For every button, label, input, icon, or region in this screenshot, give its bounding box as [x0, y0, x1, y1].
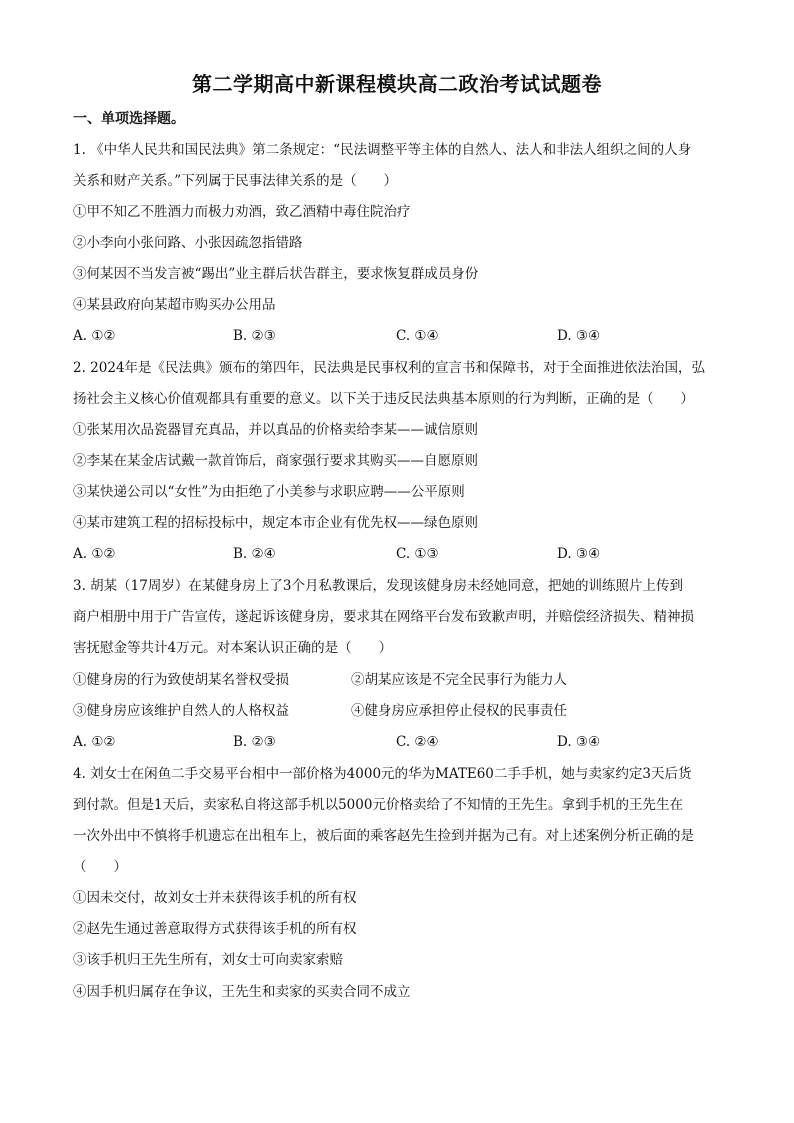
- q3-option-b: B. ②③: [233, 734, 276, 750]
- q1-stem-line-1: 1. 《中华人民共和国民法典》第二条规定：“民法调整平等主体的自然人、法人和非法人组织之间的人身: [73, 142, 692, 158]
- q2-stem-line-2: 扬社会主义核心价值观都具有重要的意义。以下关于违反民法典基本原则的行为判断，正确的是（ ）: [73, 391, 694, 407]
- q2-option-a: A. ①②: [73, 546, 116, 562]
- q2-option-c: C. ①③: [396, 546, 439, 562]
- q4-item-1: ①因未交付，故刘女士并未获得该手机的所有权: [73, 890, 357, 906]
- q1-item-1: ①甲不知乙不胜酒力而极力劝酒，致乙酒精中毒住院治疗: [73, 204, 411, 220]
- q2-item-2: ②李某在某金店试戴一款首饰后，商家强行要求其购买——自愿原则: [73, 453, 478, 469]
- q4-item-2: ②赵先生通过善意取得方式获得该手机的所有权: [73, 921, 357, 937]
- section-heading: 一、单项选择题。: [73, 111, 185, 127]
- q3-stem-line-3: 害抚慰金等共计4万元。对本案认识正确的是（ ）: [73, 640, 393, 656]
- q4-item-3: ③该手机归王先生所有，刘女士可向卖家索赔: [73, 952, 343, 968]
- q4-stem-line-4: （ ）: [73, 859, 127, 875]
- q1-option-c: C. ①④: [396, 328, 439, 344]
- q3-option-a: A. ①②: [73, 734, 116, 750]
- q3-item-4: ④健身房应承担停止侵权的民事责任: [351, 703, 567, 719]
- q2-stem-line-1: 2. 2024年是《民法典》颁布的第四年，民法典是民事权利的宣言书和保障书，对于全面推进依法治国，弘: [73, 360, 706, 376]
- q3-option-c: C. ②④: [396, 734, 439, 750]
- q4-stem-line-1: 4. 刘女士在闲鱼二手交易平台相中一部价格为4000元的华为MATE60二手手机，她与卖家约定3天后货: [73, 766, 692, 782]
- q1-option-a: A. ①②: [73, 328, 116, 344]
- q4-item-4: ④因手机归属存在争议，王先生和卖家的买卖合同不成立: [73, 984, 411, 1000]
- q1-option-d: D. ③④: [557, 328, 601, 344]
- q3-item-3: ③健身房应该维护自然人的人格权益: [73, 703, 289, 719]
- q2-option-b: B. ②④: [233, 546, 276, 562]
- q3-stem-line-2: 商户相册中用于广告宣传，遂起诉该健身房，要求其在网络平台发布致歉声明，并赔偿经济损失、精神损: [73, 609, 694, 625]
- q2-option-d: D. ③④: [557, 546, 601, 562]
- page-title: 第二学期高中新课程模块高二政治考试试题卷: [192, 72, 602, 96]
- q1-option-b: B. ②③: [233, 328, 276, 344]
- q3-item-1: ①健身房的行为致使胡某名誉权受损: [73, 672, 289, 688]
- q1-item-3: ③何某因不当发言被“踢出”业主群后状告群主，要求恢复群成员身份: [73, 266, 479, 282]
- q3-item-2: ②胡某应该是不完全民事行为能力人: [351, 672, 567, 688]
- q1-item-4: ④某县政府向某超市购买办公用品: [73, 297, 276, 313]
- q3-stem-line-1: 3. 胡某（17周岁）在某健身房上了3个月私教课后，发现该健身房未经她同意，把她的训练照片上传到: [73, 578, 683, 594]
- q2-item-3: ③某快递公司以“女性”为由拒绝了小美参与求职应聘——公平原则: [73, 484, 465, 500]
- q2-item-1: ①张某用次品瓷器冒充真品，并以真品的价格卖给李某——诚信原则: [73, 422, 478, 438]
- q1-stem-line-2: 关系和财产关系。”下列属于民事法律关系的是（ ）: [73, 173, 398, 189]
- q3-option-d: D. ③④: [557, 734, 601, 750]
- q1-item-2: ②小李向小张问路、小张因疏忽指错路: [73, 235, 303, 251]
- q4-stem-line-3: 一次外出中不慎将手机遗忘在出租车上，被后面的乘客赵先生捡到并据为己有。对上述案例分析正确的是: [73, 828, 694, 844]
- q4-stem-line-2: 到付款。但是1天后，卖家私自将这部手机以5000元价格卖给了不知情的王先生。拿到手机的王先生在: [73, 797, 683, 813]
- q2-item-4: ④某市建筑工程的招标投标中，规定本市企业有优先权——绿色原则: [73, 515, 478, 531]
